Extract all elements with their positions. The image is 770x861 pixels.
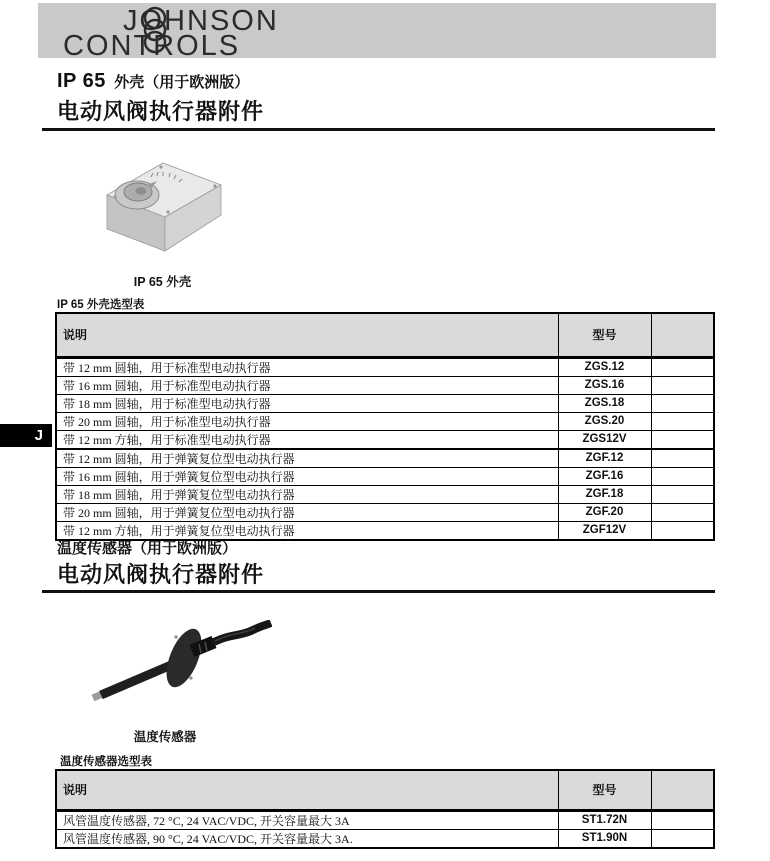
table2-header-row <box>56 770 714 810</box>
row-description: 带 18 mm 圆轴，用于标准型电动执行器 <box>56 394 558 412</box>
row-model: ST1.72N <box>558 810 651 829</box>
row-model: ZGF.16 <box>558 467 651 485</box>
row-description: 风管温度传感器, 72 °C, 24 VAC/VDC, 开关容量最大 3A <box>56 810 558 829</box>
row-description: 带 16 mm 圆轴，用于标准型电动执行器 <box>56 376 558 394</box>
table-row <box>56 829 714 848</box>
row-description: 带 12 mm 方轴，用于弹簧复位型电动执行器 <box>56 521 558 540</box>
row-extra-cell <box>651 521 714 540</box>
row-model: ZGF.12 <box>558 449 651 468</box>
table-row <box>56 467 714 485</box>
row-model: ZGS12V <box>558 430 651 449</box>
row-description: 带 20 mm 圆轴，用于标准型电动执行器 <box>56 412 558 430</box>
row-model: ZGF.20 <box>558 503 651 521</box>
row-extra-cell <box>651 810 714 829</box>
section2-title: 电动风阀执行器附件 <box>57 562 265 587</box>
row-model: ZGS.18 <box>558 394 651 412</box>
row-extra-cell <box>651 430 714 449</box>
row-extra-cell <box>651 357 714 376</box>
row-model: ZGS.16 <box>558 376 651 394</box>
table-row <box>56 394 714 412</box>
section1-rule <box>42 128 715 131</box>
column-header-description: 说明 <box>56 313 558 357</box>
table-row <box>56 503 714 521</box>
logo-line1: JOHNSON <box>123 5 279 37</box>
row-extra-cell <box>651 376 714 394</box>
row-description: 带 18 mm 圆轴，用于弹簧复位型电动执行器 <box>56 485 558 503</box>
table1-header-row <box>56 313 714 357</box>
row-model: ZGS.20 <box>558 412 651 430</box>
section1-kicker-prefix: IP 65 <box>57 70 106 92</box>
row-extra-cell <box>651 485 714 503</box>
ip65-selection-table <box>55 312 715 541</box>
row-extra-cell <box>651 503 714 521</box>
table-row <box>56 485 714 503</box>
section1-title: 电动风阀执行器附件 <box>57 99 265 124</box>
row-extra-cell <box>651 394 714 412</box>
table-row <box>56 449 714 468</box>
column-header-model: 型号 <box>558 313 651 357</box>
johnson-controls-logo <box>38 3 716 58</box>
temperature-sensor-selection-table <box>55 769 715 849</box>
table-row <box>56 357 714 376</box>
row-model: ZGF12V <box>558 521 651 540</box>
row-extra-cell <box>651 449 714 468</box>
table1-label: IP 65 外壳选型表 <box>57 299 145 311</box>
row-description: 带 20 mm 圆轴，用于弹簧复位型电动执行器 <box>56 503 558 521</box>
row-model: ZGS.12 <box>558 357 651 376</box>
table-row <box>56 810 714 829</box>
column-header-description: 说明 <box>56 770 558 810</box>
figure1-caption: IP 65 外壳 <box>133 275 192 289</box>
row-extra-cell <box>651 467 714 485</box>
logo-bar <box>38 3 716 58</box>
section2-kicker: 温度传感器（用于欧洲版） <box>57 540 238 557</box>
row-description: 带 12 mm 方轴，用于标准型电动执行器 <box>56 430 558 449</box>
figure2-caption: 温度传感器 <box>133 730 197 744</box>
column-header-model: 型号 <box>558 770 651 810</box>
row-model: ZGF.18 <box>558 485 651 503</box>
ip65-enclosure-image <box>95 151 230 255</box>
section2-rule <box>42 590 715 593</box>
section-index-tab: J <box>0 424 52 447</box>
row-description: 带 12 mm 圆轴，用于弹簧复位型电动执行器 <box>56 449 558 468</box>
row-description: 带 12 mm 圆轴，用于标准型电动执行器 <box>56 357 558 376</box>
temperature-sensor-image <box>87 620 272 706</box>
table-row <box>56 376 714 394</box>
row-model: ST1.90N <box>558 829 651 848</box>
row-description: 风管温度传感器, 90 °C, 24 VAC/VDC, 开关容量最大 3A. <box>56 829 558 848</box>
table-row <box>56 430 714 449</box>
section1-kicker-suffix: 外壳（用于欧洲版） <box>114 74 250 91</box>
table2-label: 温度传感器选型表 <box>60 756 152 768</box>
section1-kicker <box>57 70 249 93</box>
row-extra-cell <box>651 829 714 848</box>
column-header-extra <box>651 770 714 810</box>
table-row <box>56 412 714 430</box>
row-extra-cell <box>651 412 714 430</box>
logo-line2: CONTROLS <box>63 30 241 58</box>
row-description: 带 16 mm 圆轴，用于弹簧复位型电动执行器 <box>56 467 558 485</box>
column-header-extra <box>651 313 714 357</box>
